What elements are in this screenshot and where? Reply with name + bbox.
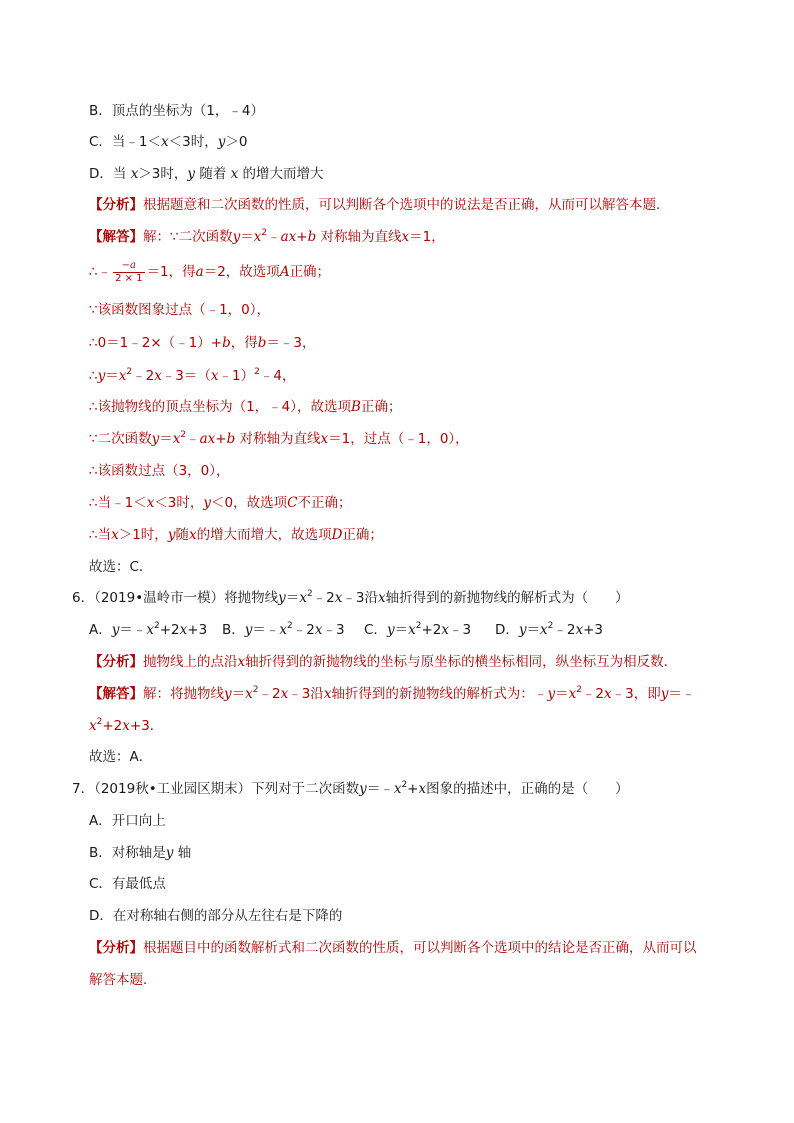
- q5-solution-line8: ∴该函数过点（3，0），: [89, 463, 230, 479]
- q7-option-c: C．有最低点: [89, 876, 166, 892]
- q5-solution-line2: ∴﹣ $\frac{-a}{2 \times 1}$ ＝1，得a＝2，故选项A正确；: [89, 259, 331, 284]
- q5-solution-line9: ∴当﹣1＜x＜3时，y＜0，故选项C不正确；: [89, 495, 352, 511]
- q6-answer: 故选：A．: [89, 749, 153, 765]
- q5-solution-line4: ∴0＝1﹣2×（﹣1）+b，得b＝﹣3，: [89, 335, 316, 351]
- q5-solution-line7: ∵二次函数$y=x^2﹣ax+b$ 对称轴为直线x＝1，过点（﹣1，0），: [89, 430, 469, 447]
- q5-solution-line5: $\therefore y=x^2﹣2x﹣3=(x﹣1)^2﹣4$，: [89, 367, 296, 384]
- q7-stem: 7．（2019秋•工业园区期末）下列对于二次函数$y=﹣x^2+x$图象的描述中，正确的是（ ）: [72, 780, 629, 797]
- q7-option-b: B．对称轴是y 轴: [89, 845, 192, 861]
- q6-option-b: B．$y=﹣x^2﹣2x﹣3$: [222, 621, 345, 638]
- q5-solution-line10: ∴当x＞1时，y随x的增大而增大，故选项D正确；: [89, 527, 383, 543]
- q6-solution-cont: $x^2+2x+3$．: [89, 717, 164, 734]
- q6-stem: 6．（2019•温岭市一模）将抛物线$y=x^2﹣2x﹣3$沿x轴折得到的新抛物线的解析式为（ ）: [72, 589, 629, 606]
- q6-option-c: C．$y=x^2+2x﹣3$: [364, 621, 472, 638]
- q7-analysis: 【分析】根据题目中的函数解析式和二次函数的性质，可以判断各个选项中的结论是否正确，从而可以: [89, 940, 697, 956]
- q6-option-a: A．$y=﹣x^2+2x+3$: [89, 621, 208, 638]
- q5-answer: 故选：C．: [89, 559, 153, 575]
- q7-option-a: A．开口向上: [89, 813, 166, 829]
- q5-option-c: C．当﹣1＜x＜3时，y＞0: [89, 134, 248, 150]
- q5-solution-line6: ∴该抛物线的顶点坐标为（1，﹣4），故选项B正确；: [89, 399, 402, 415]
- q5-option-b: B．顶点的坐标为（1，﹣4）: [89, 103, 264, 119]
- q5-option-d: D．当 x＞3时，y 随着 x 的增大而增大: [89, 166, 324, 182]
- q6-solution: 【解答】解：将抛物线$y=x^2﹣2x﹣3$沿x轴折得到的新抛物线的解析式为：$﹣y=x^2﹣2x﹣3$，即y＝﹣: [89, 685, 696, 702]
- q7-analysis-cont: 解答本题．: [89, 972, 157, 988]
- q6-option-d: D．$y=x^2﹣2x+3$: [495, 621, 604, 638]
- q6-analysis: 【分析】抛物线上的点沿x轴折得到的新抛物线的坐标与原坐标的横坐标相同，纵坐标互为相反数．: [89, 654, 678, 670]
- q5-solution-line1: 【解答】解：∵二次函数$y=x^2﹣ax+b$ 对称轴为直线x＝1，: [89, 228, 445, 245]
- fraction: $\frac{-a}{2 \times 1}$: [115, 259, 143, 284]
- q7-option-d: D．在对称轴右侧的部分从左往右是下降的: [89, 908, 343, 924]
- q5-analysis: 【分析】根据题意和二次函数的性质，可以判断各个选项中的说法是否正确，从而可以解答本题．: [89, 197, 670, 213]
- q5-solution-line3: ∵该函数图象过点（﹣1，0），: [89, 302, 271, 318]
